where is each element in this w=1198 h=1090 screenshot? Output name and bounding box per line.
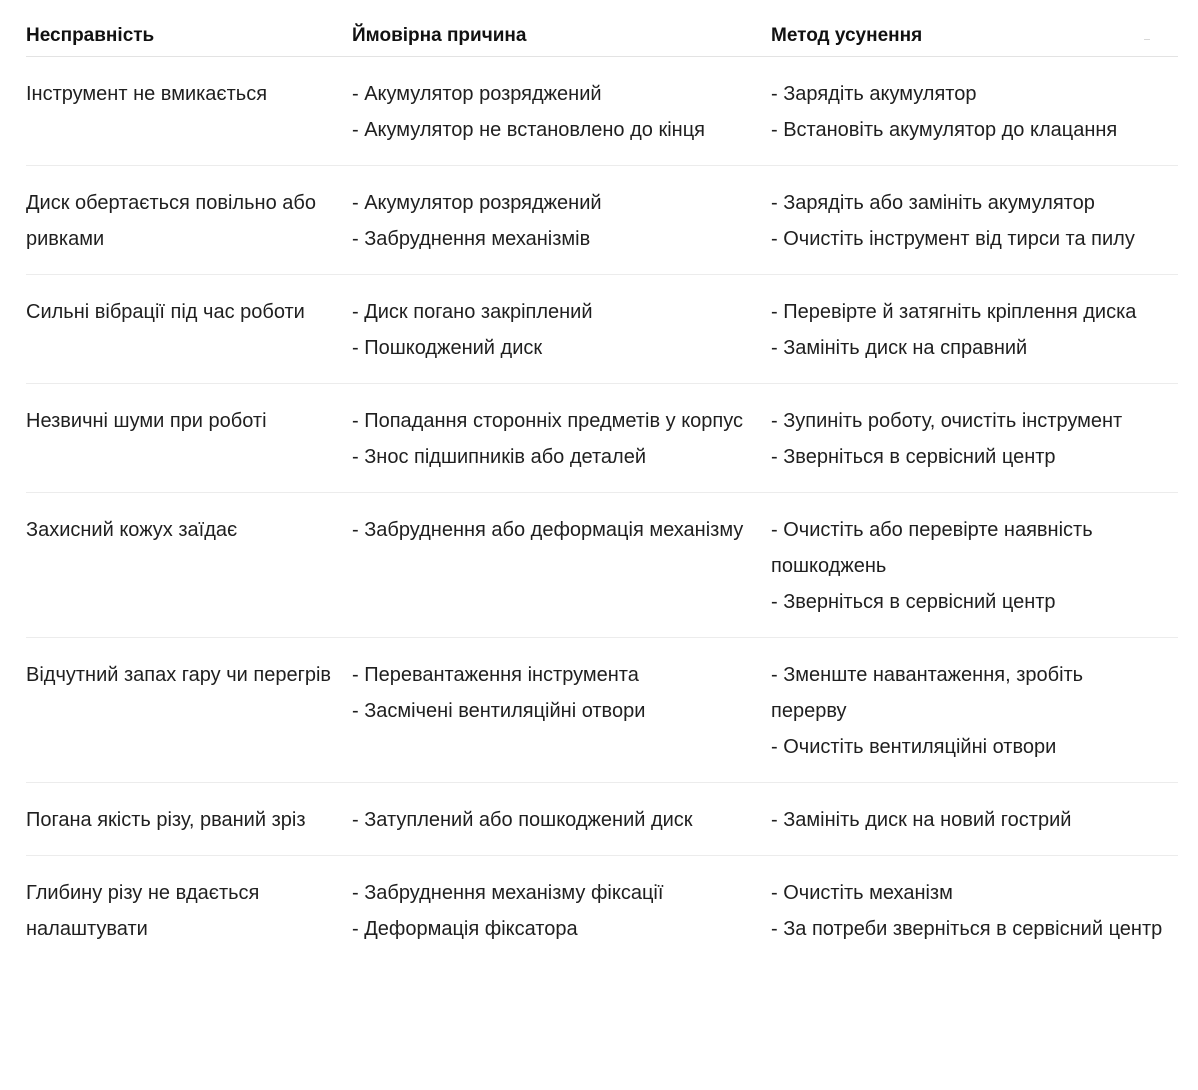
fix-item: - Очистіть інструмент від тирси та пилу	[771, 228, 1135, 250]
scroll-corner-mark	[1144, 36, 1150, 40]
problem-cell: Сильні вібрації під час роботи	[26, 301, 305, 323]
table-row	[26, 57, 1178, 166]
fix-cell	[771, 512, 1178, 620]
fix-item: - Очистіть або перевірте наявність пошкоджень	[771, 519, 1093, 577]
cause-cell	[352, 657, 771, 765]
table-row	[26, 783, 1178, 856]
cause-item: - Акумулятор розряджений	[352, 83, 602, 105]
problem-cell: Диск обертається повільно або ривками	[26, 192, 316, 250]
fix-cell	[771, 403, 1178, 475]
cause-cell	[352, 185, 771, 257]
fix-item: - Замініть диск на справний	[771, 337, 1028, 359]
table-row	[26, 166, 1178, 275]
fix-item: - Зупиніть роботу, очистіть інструмент	[771, 410, 1123, 432]
cause-cell	[352, 512, 771, 620]
table-row	[26, 856, 1178, 964]
fix-cell	[771, 294, 1178, 366]
fix-item: - Встановіть акумулятор до клацання	[771, 119, 1118, 141]
cause-item: - Акумулятор не встановлено до кінця	[352, 119, 705, 141]
fix-item: - Зменште навантаження, зробіть перерву	[771, 664, 1084, 722]
cause-cell	[352, 76, 771, 148]
fix-item: - Перевірте й затягніть кріплення диска	[771, 301, 1137, 323]
fix-cell	[771, 76, 1178, 148]
cause-item: - Деформація фіксатора	[352, 918, 578, 940]
fix-cell	[771, 802, 1178, 838]
problem-cell: Захисний кожух заїдає	[26, 519, 238, 541]
table-body	[26, 57, 1178, 964]
cause-item: - Забруднення або деформація механізму	[352, 519, 744, 541]
fix-item: - Очистіть механізм	[771, 882, 953, 904]
problem-cell: Інструмент не вмикається	[26, 83, 268, 105]
fix-item: - Зверніться в сервісний центр	[771, 591, 1056, 613]
cause-item: - Затуплений або пошкоджений диск	[352, 809, 693, 831]
table-row	[26, 275, 1178, 384]
fix-item: - Зверніться в сервісний центр	[771, 446, 1056, 468]
cause-item: - Забруднення механізму фіксації	[352, 882, 664, 904]
fix-item: - Замініть диск на новий гострий	[771, 809, 1072, 831]
header-cause: Ймовірна причина	[352, 25, 527, 46]
cause-item: - Акумулятор розряджений	[352, 192, 602, 214]
cause-item: - Знос підшипників або деталей	[352, 446, 647, 468]
table-row	[26, 638, 1178, 783]
fix-item: - За потреби зверніться в сервісний центр	[771, 918, 1163, 940]
header-problem: Несправність	[26, 25, 155, 46]
cause-item: - Диск погано закріплений	[352, 301, 593, 323]
fix-item: - Зарядіть або замініть акумулятор	[771, 192, 1095, 214]
problem-cell: Незвичні шуми при роботі	[26, 410, 267, 432]
cause-item: - Пошкоджений диск	[352, 337, 543, 359]
cause-item: - Перевантаження інструмента	[352, 664, 639, 686]
fix-item: - Зарядіть акумулятор	[771, 83, 977, 105]
problem-cell: Погана якість різу, рваний зріз	[26, 809, 306, 831]
cause-cell	[352, 875, 771, 947]
table-header-row	[26, 14, 1178, 57]
troubleshooting-table	[26, 14, 1178, 964]
fix-cell	[771, 875, 1178, 947]
problem-cell: Відчутний запах гару чи перегрів	[26, 664, 332, 686]
cause-item: - Засмічені вентиляційні отвори	[352, 700, 646, 722]
fix-cell	[771, 185, 1178, 257]
cause-cell	[352, 294, 771, 366]
header-fix: Метод усунення	[771, 25, 923, 46]
fix-item: - Очистіть вентиляційні отвори	[771, 736, 1057, 758]
table-row	[26, 384, 1178, 493]
cause-cell	[352, 403, 771, 475]
cause-item: - Забруднення механізмів	[352, 228, 591, 250]
cause-cell	[352, 802, 771, 838]
problem-cell: Глибину різу не вдається налаштувати	[26, 882, 260, 940]
fix-cell	[771, 657, 1178, 765]
table-row	[26, 493, 1178, 638]
cause-item: - Попадання сторонніх предметів у корпус	[352, 410, 744, 432]
